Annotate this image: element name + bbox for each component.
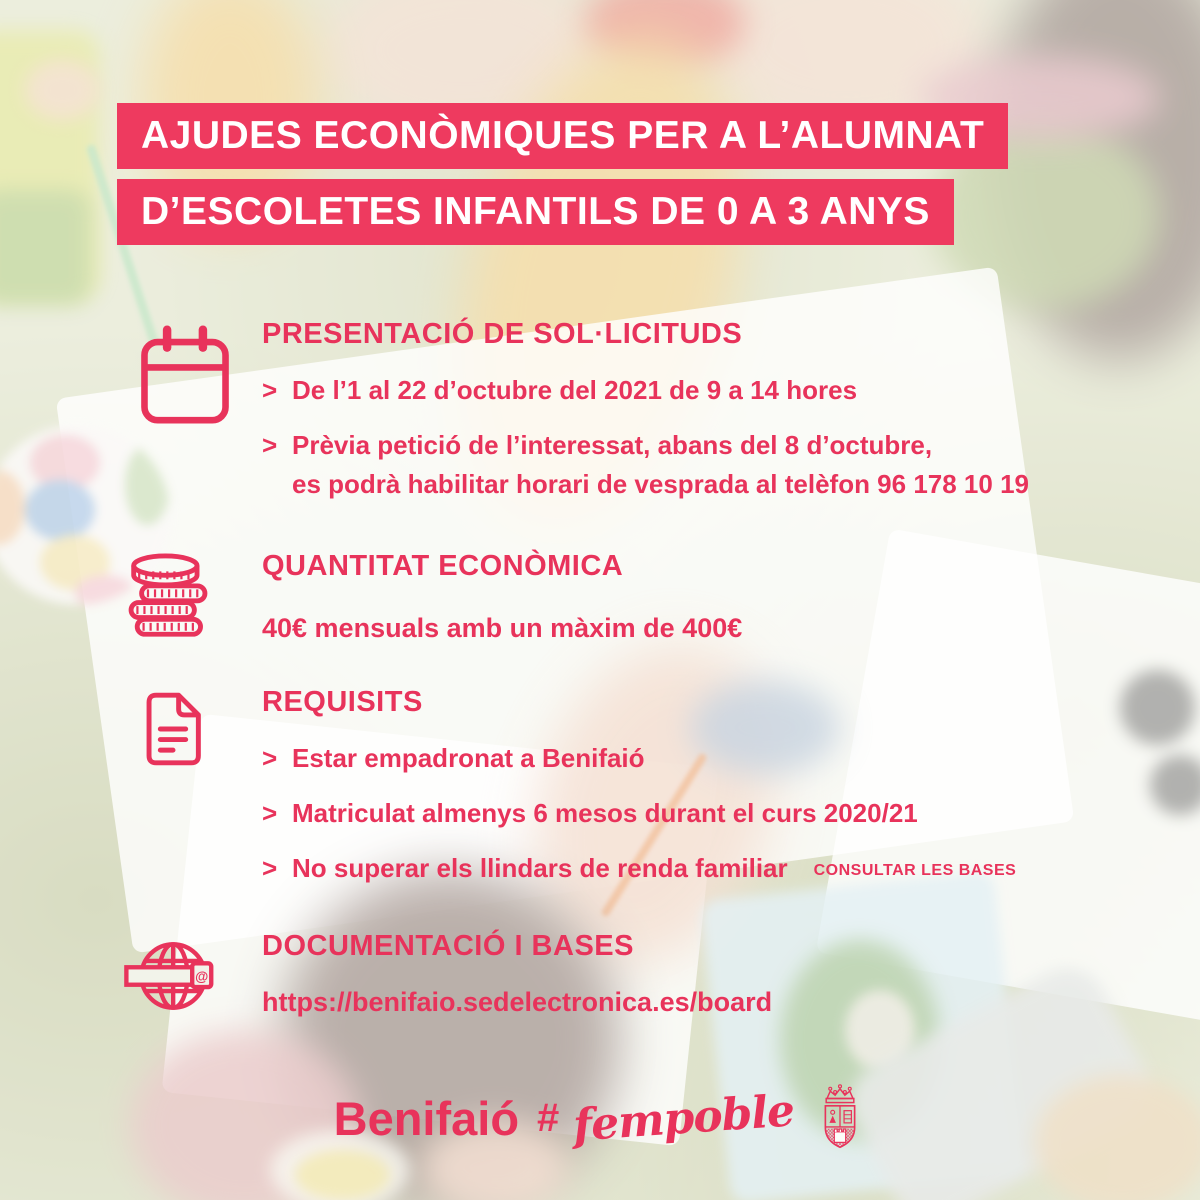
section-heading: REQUISITS (262, 686, 423, 718)
benifaio-coat-of-arms-icon (814, 1076, 866, 1160)
hashtag-word: fempoble (571, 1084, 796, 1152)
section-heading: PRESENTACIÓ DE SOL·LICITUDS (262, 318, 743, 350)
title-block (117, 103, 1008, 245)
bullet-item (262, 794, 1016, 833)
title-line-2: D’ESCOLETES INFANTILS DE 0 A 3 ANYS (117, 179, 954, 245)
bullet-text: es podrà habilitar horari de vesprada al telèfon 96 178 10 19 (292, 469, 1029, 499)
bullet-text-main: No superar els llindars de renda familiar (292, 853, 788, 883)
bullet-item (262, 739, 1016, 778)
section-heading: DOCUMENTACIÓ I BASES (262, 930, 634, 962)
globe-icon (124, 936, 216, 1016)
bullet-marker: > (262, 430, 278, 460)
bullet-item (262, 426, 1029, 504)
coins-icon (124, 552, 212, 647)
bullet-marker: > (262, 798, 278, 828)
title-line-1: AJUDES ECONÒMIQUES PER A L’ALUMNAT (117, 103, 1008, 169)
bullet-text: Matriculat almenys 6 mesos durant el curs 2020/21 (292, 798, 918, 828)
section-quantitat-text (262, 550, 742, 644)
document-icon (142, 690, 204, 768)
brand-name: Benifaió (333, 1091, 520, 1145)
bullet-item (262, 849, 1016, 888)
section-heading: QUANTITAT ECONÒMICA (262, 550, 624, 582)
bullet-item (262, 371, 1029, 410)
section-documentacio-text (262, 930, 772, 1018)
hashtag-symbol: # (537, 1095, 560, 1140)
amount-text: 40€ mensuals amb un màxim de 400€ (262, 613, 743, 643)
section-requisits-text (262, 686, 1016, 904)
bullet-text: Estar empadronat a Benifaió (292, 743, 645, 773)
bullet-marker: > (262, 375, 278, 405)
footer-brand-row (0, 1076, 1200, 1160)
calendar-icon (136, 322, 234, 428)
at-glyph: @ (195, 968, 209, 984)
bullet-marker: > (262, 743, 278, 773)
bullet-marker: > (262, 853, 278, 883)
bullet-text: De l’1 al 22 d’octubre del 2021 de 9 a 14 hores (292, 375, 858, 405)
consult-bases-note: CONSULTAR LES BASES (813, 862, 1017, 879)
url-text: https://benifaio.sedelectronica.es/board (262, 987, 773, 1017)
section-presentacio-text (262, 318, 1029, 520)
bullet-text (292, 849, 1016, 888)
bullet-text: Prèvia petició de l’interessat, abans del 8 d’octubre, (292, 430, 933, 460)
